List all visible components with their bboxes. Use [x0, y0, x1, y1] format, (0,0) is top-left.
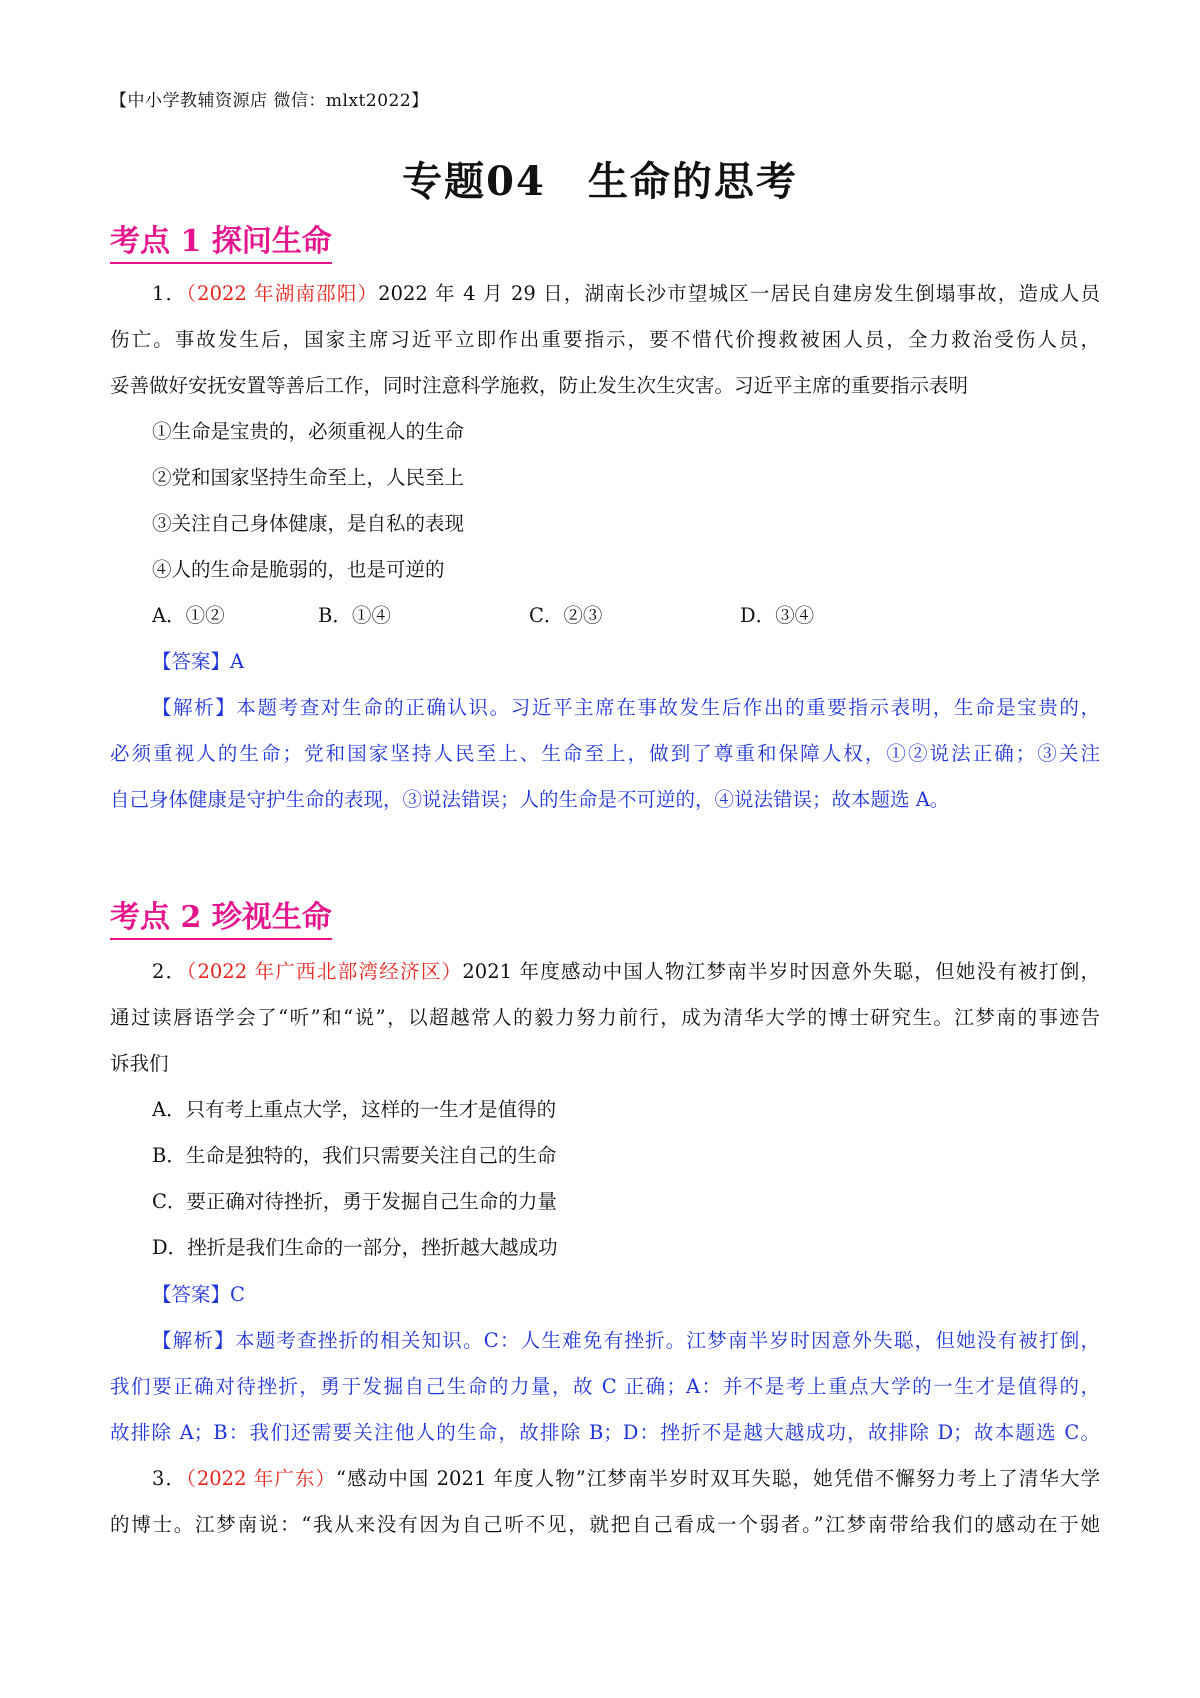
q1-item-1: ①生命是宝贵的，必须重视人的生命 — [152, 420, 465, 443]
q2-analysis-line-3: 故排除 A；B：我们还需要关注他人的生命，故排除 B；D：挫折不是越大越成功，故排除 D；故本题选 C。 — [110, 1421, 1100, 1444]
q2-answer: 【答案】C — [152, 1283, 245, 1306]
q2-option-b: B．生命是独特的，我们只需要关注自己的生命 — [152, 1144, 557, 1167]
q2-analysis-line-2: 我们要正确对待挫折，勇于发掘自己生命的力量，故 C 正确；A：并不是考上重点大学的一生才是值得的， — [110, 1375, 1100, 1398]
q3-source: （2022 年广东） — [186, 1467, 337, 1490]
q1-source: （2022 年湖南邵阳） — [186, 282, 379, 305]
q2-option-c: C．要正确对待挫折，勇于发掘自己生命的力量 — [152, 1190, 557, 1213]
q2-stem-line-2: 通过读唇语学会了“听”和“说”，以超越常人的毅力努力前行，成为清华大学的博士研究生。江梦南的事迹告 — [110, 1006, 1100, 1029]
q1-option-c: C．②③ — [529, 604, 603, 627]
q1-option-d: D．③④ — [740, 604, 815, 627]
q2-stem-line-1: 2．（2022 年广西北部湾经济区）2021 年度感动中国人物江梦南半岁时因意外失聪，但她没有被打倒， — [110, 957, 1100, 987]
page-title: 专题04 生命的思考 — [402, 158, 798, 205]
section-heading-1: 考点 1 探问生命 — [110, 222, 332, 264]
q2-stem-line-3: 诉我们 — [110, 1052, 169, 1075]
q1-option-b: B．①④ — [318, 604, 391, 627]
q2-number: 2． — [152, 960, 187, 983]
q1-analysis-label: 【解析】 — [152, 696, 237, 719]
q1-stem-line-3: 妥善做好安抚安置等善后工作，同时注意科学施救，防止发生次生灾害。习近平主席的重要指示表明 — [110, 374, 969, 397]
q3-stem-line-2: 的博士。江梦南说：“我从来没有因为自己听不见，就把自己看成一个弱者。”江梦南带给我们的感动在于她 — [110, 1513, 1100, 1536]
header-note: 【中小学教辅资源店 微信：mlxt2022】 — [110, 91, 429, 111]
q2-option-d: D．挫折是我们生命的一部分，挫折越大越成功 — [152, 1236, 558, 1259]
q1-analysis-line-3: 自己身体健康是守护生命的表现，③说法错误；人的生命是不可逆的，④说法错误；故本题选 A。 — [110, 788, 950, 811]
section-heading-2: 考点 2 珍视生命 — [110, 898, 332, 940]
q2-option-a: A．只有考上重点大学，这样的一生才是值得的 — [152, 1098, 557, 1121]
q1-analysis-line-2: 必须重视人的生命；党和国家坚持人民至上、生命至上，做到了尊重和保障人权，①②说法正确；③关注 — [110, 742, 1100, 765]
q1-stem-line-2: 伤亡。事故发生后，国家主席习近平立即作出重要指示，要不惜代价搜救被困人员，全力救治受伤人员， — [110, 328, 1100, 351]
q2-analysis-label: 【解析】 — [152, 1329, 235, 1352]
q3-stem-line-1: 3．（2022 年广东）“感动中国 2021 年度人物”江梦南半岁时双耳失聪，她凭借不懈努力考上了清华大学 — [110, 1464, 1100, 1494]
q2-analysis-line-1: 【解析】本题考查挫折的相关知识。C：人生难免有挫折。江梦南半岁时因意外失聪，但她没有被打倒， — [110, 1326, 1100, 1356]
q1-stem-line-1: 1．（2022 年湖南邵阳）2022 年 4 月 29 日，湖南长沙市望城区一居民自建房发生倒塌事故，造成人员 — [110, 279, 1100, 309]
q1-number: 1． — [152, 282, 187, 305]
q1-item-2: ②党和国家坚持生命至上，人民至上 — [152, 466, 465, 489]
q1-answer: 【答案】A — [152, 650, 245, 673]
q2-source: （2022 年广西北部湾经济区） — [186, 960, 463, 983]
q1-item-3: ③关注自己身体健康，是自私的表现 — [152, 512, 465, 535]
q3-number: 3． — [152, 1467, 187, 1490]
q1-item-4: ④人的生命是脆弱的，也是可逆的 — [152, 558, 445, 581]
q1-analysis-line-1: 【解析】本题考查对生命的正确认识。习近平主席在事故发生后作出的重要指示表明，生命是宝贵的， — [110, 693, 1100, 723]
q1-option-a: A．①② — [152, 604, 225, 627]
